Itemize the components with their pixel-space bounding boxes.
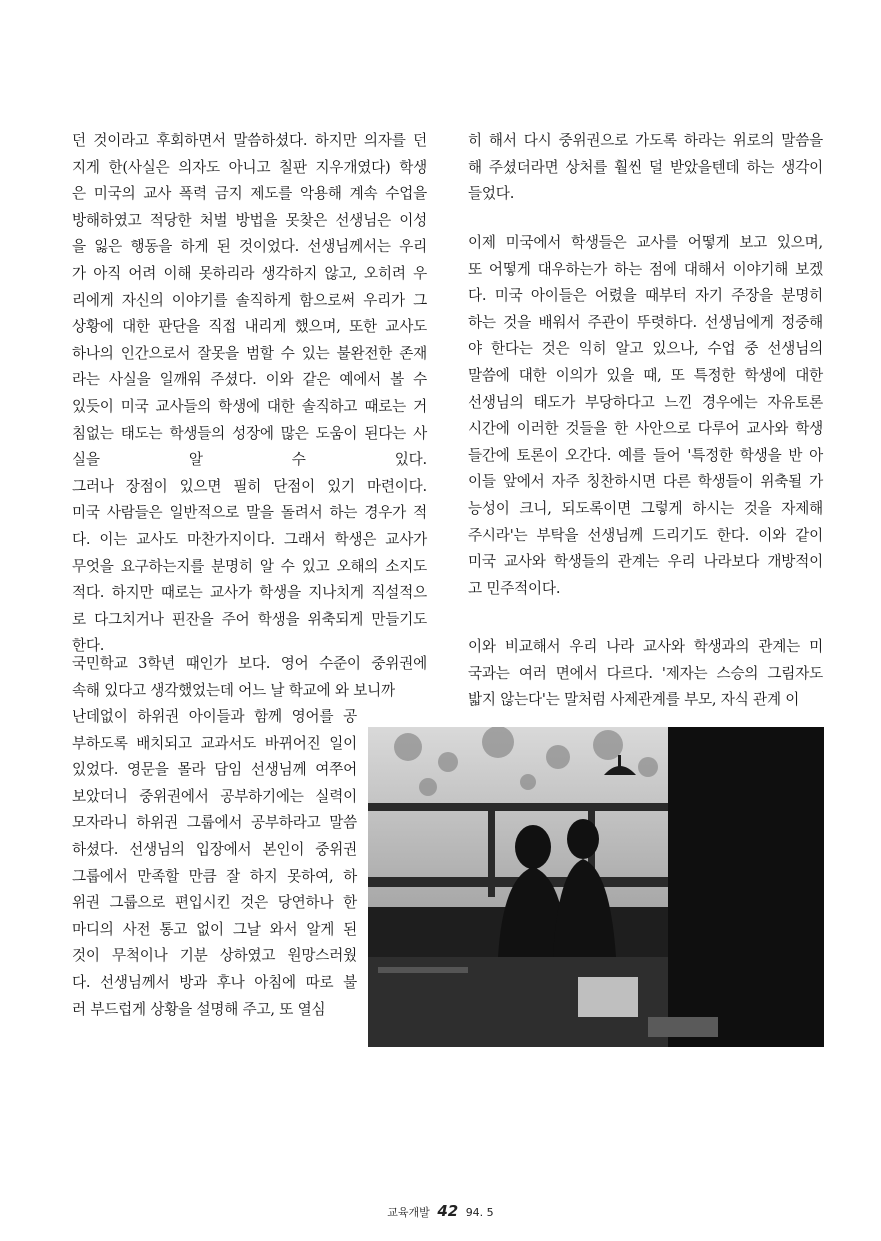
text-line: 하는 것을 배워서 주관이 뚜렷하다. 선생님에게 정중해: [468, 313, 823, 331]
left-column-top-text: [72, 128, 427, 660]
text-line: 들간에 토론이 오간다. 예를 들어 '특정한 학생을 반 아: [468, 446, 823, 464]
text-line: 이제 미국에서 학생들은 교사를 어떻게 보고 있으며,: [468, 234, 823, 251]
text-line: 한다.: [72, 637, 105, 655]
text-line: 지게 한(사실은 의자도 아니고 칠판 지우개였다) 학생: [72, 158, 427, 176]
text-line: 있었다. 영문을 몰라 담임 선생님께 여쭈어: [72, 761, 357, 779]
text-line: 다. 선생님께서 방과 후나 아침에 따로 불: [72, 973, 357, 991]
classroom-photo: [368, 727, 824, 1047]
page-footer: [0, 1202, 881, 1220]
text-line: 해 주셨더라면 상처를 훨씬 덜 받았을텐데 하는 생각이: [468, 158, 823, 176]
right-column-middle-text: [468, 230, 823, 602]
classroom-photo-illustration: [368, 727, 824, 1047]
text-line: 위권 그룹으로 편입시킨 것은 당연하나 한: [72, 894, 357, 912]
left-column-narrow-text: [72, 704, 357, 1023]
left-column-middle-text: [72, 651, 427, 704]
text-line: 방해하였고 적당한 처벌 방법을 못찾은 선생님은 이성: [72, 211, 427, 229]
text-line: 무엇을 요구하는지를 분명히 알 수 있고 오해의 소지도: [72, 557, 427, 575]
text-line: 들었다.: [468, 185, 515, 203]
text-line: 부하도록 배치되고 교과서도 바뀌어진 일이: [72, 734, 357, 752]
footer-magazine-name: 교육개발: [387, 1206, 430, 1219]
text-line: 히 해서 다시 중위권으로 가도록 하라는 위로의 말씀을: [468, 132, 823, 149]
text-line: 가 아직 어려 이해 못하리라 생각하지 않고, 오히려 우: [72, 264, 427, 282]
footer-page-number: 42: [437, 1202, 459, 1220]
text-line: 하나의 인간으로서 잘못을 범할 수 있는 불완전한 존재: [72, 344, 427, 362]
text-line: 실을 알 수 있다.: [72, 451, 427, 469]
text-line: 다. 이는 교사도 마찬가지이다. 그래서 학생은 교사가: [72, 530, 427, 548]
text-line: 라는 사실을 일깨워 주셨다. 이와 같은 예에서 볼 수: [72, 371, 427, 389]
text-line: 이와 비교해서 우리 나라 교사와 학생과의 관계는 미: [468, 638, 823, 655]
text-line: 선생님의 태도가 부당하다고 느낀 경우에는 자유토론: [468, 393, 823, 411]
text-line: 보았더니 중위권에서 공부하기에는 실력이: [72, 787, 357, 805]
text-line: 적다. 하지만 때로는 교사가 학생을 지나치게 직설적으: [72, 584, 427, 602]
text-line: 이들 앞에서 자주 칭찬하시면 다른 학생들이 위축될 가: [468, 473, 823, 491]
text-line: 미국 교사와 학생들의 관계는 우리 나라보다 개방적이: [468, 553, 823, 571]
footer-issue: 94. 5: [465, 1206, 494, 1219]
text-line: 미국 사람들은 일반적으로 말을 돌려서 하는 경우가 적: [72, 504, 427, 522]
text-line: 또 어떻게 대우하는가 하는 점에 대해서 이야기해 보겠: [468, 260, 823, 278]
right-column-top-text: [468, 128, 823, 208]
text-line: 말씀에 대한 이의가 있을 때, 또 특정한 학생에 대한: [468, 366, 823, 384]
text-line: 던 것이라고 후회하면서 말씀하셨다. 하지만 의자를 던: [72, 132, 427, 149]
text-line: 리에게 자신의 이야기를 솔직하게 함으로써 우리가 그: [72, 291, 427, 309]
text-line: 야 한다는 것은 익히 알고 있으나, 수업 중 선생님의: [468, 340, 823, 358]
text-line: 로 다그치거나 핀잔을 주어 학생을 위축되게 만들기도: [72, 610, 427, 628]
text-line: 은 미국의 교사 폭력 금지 제도를 악용해 계속 수업을: [72, 185, 427, 203]
text-line: 하셨다. 선생님의 입장에서 본인이 중위권: [72, 840, 357, 858]
text-line: 국과는 여러 면에서 다르다. '제자는 스승의 그림자도: [468, 664, 823, 682]
text-line: 난데없이 하위권 아이들과 함께 영어를 공: [72, 708, 357, 725]
text-line: 있듯이 미국 교사들의 학생에 대한 솔직하고 때로는 거: [72, 397, 427, 415]
text-line: 주시라'는 부탁을 선생님께 드리기도 한다. 이와 같이: [468, 526, 823, 544]
text-line: 다. 미국 아이들은 어렸을 때부터 자기 주장을 분명히: [468, 287, 823, 305]
text-line: 상황에 대한 판단을 직접 내리게 했으며, 또한 교사도: [72, 318, 427, 336]
text-line: 국민학교 3학년 때인가 보다. 영어 수준이 중위권에: [72, 655, 427, 672]
text-line: 러 부드럽게 상황을 설명해 주고, 또 열심: [72, 1000, 326, 1018]
text-line: 능성이 크니, 되도록이면 그렇게 하시는 것을 자제해: [468, 499, 823, 517]
text-line: 시간에 이러한 것들을 한 사안으로 다루어 교사와 학생: [468, 420, 823, 438]
text-line: 것이 무척이나 기분 상하였고 원망스러웠: [72, 947, 357, 965]
right-column-bottom-text: [468, 634, 823, 714]
text-line: 그룹에서 만족할 만큼 잘 하지 못하여, 하: [72, 867, 357, 885]
text-line: 모자라니 하위권 그룹에서 공부하라고 말씀: [72, 814, 357, 832]
text-line: 마디의 사전 통고 없이 그날 와서 알게 된: [72, 920, 357, 938]
text-line: 그러나 장점이 있으면 필히 단점이 있기 마련이다.: [72, 477, 427, 495]
text-line: 속해 있다고 생각했었는데 어느 날 학교에 와 보니까: [72, 681, 395, 699]
text-line: 침없는 태도는 학생들의 성장에 많은 도움이 된다는 사: [72, 424, 427, 442]
text-line: 을 잃은 행동을 하게 된 것이었다. 선생님께서는 우리: [72, 238, 427, 256]
text-line: 밟지 않는다'는 말처럼 사제관계를 부모, 자식 관계 이: [468, 691, 800, 709]
text-line: 고 민주적이다.: [468, 579, 561, 597]
